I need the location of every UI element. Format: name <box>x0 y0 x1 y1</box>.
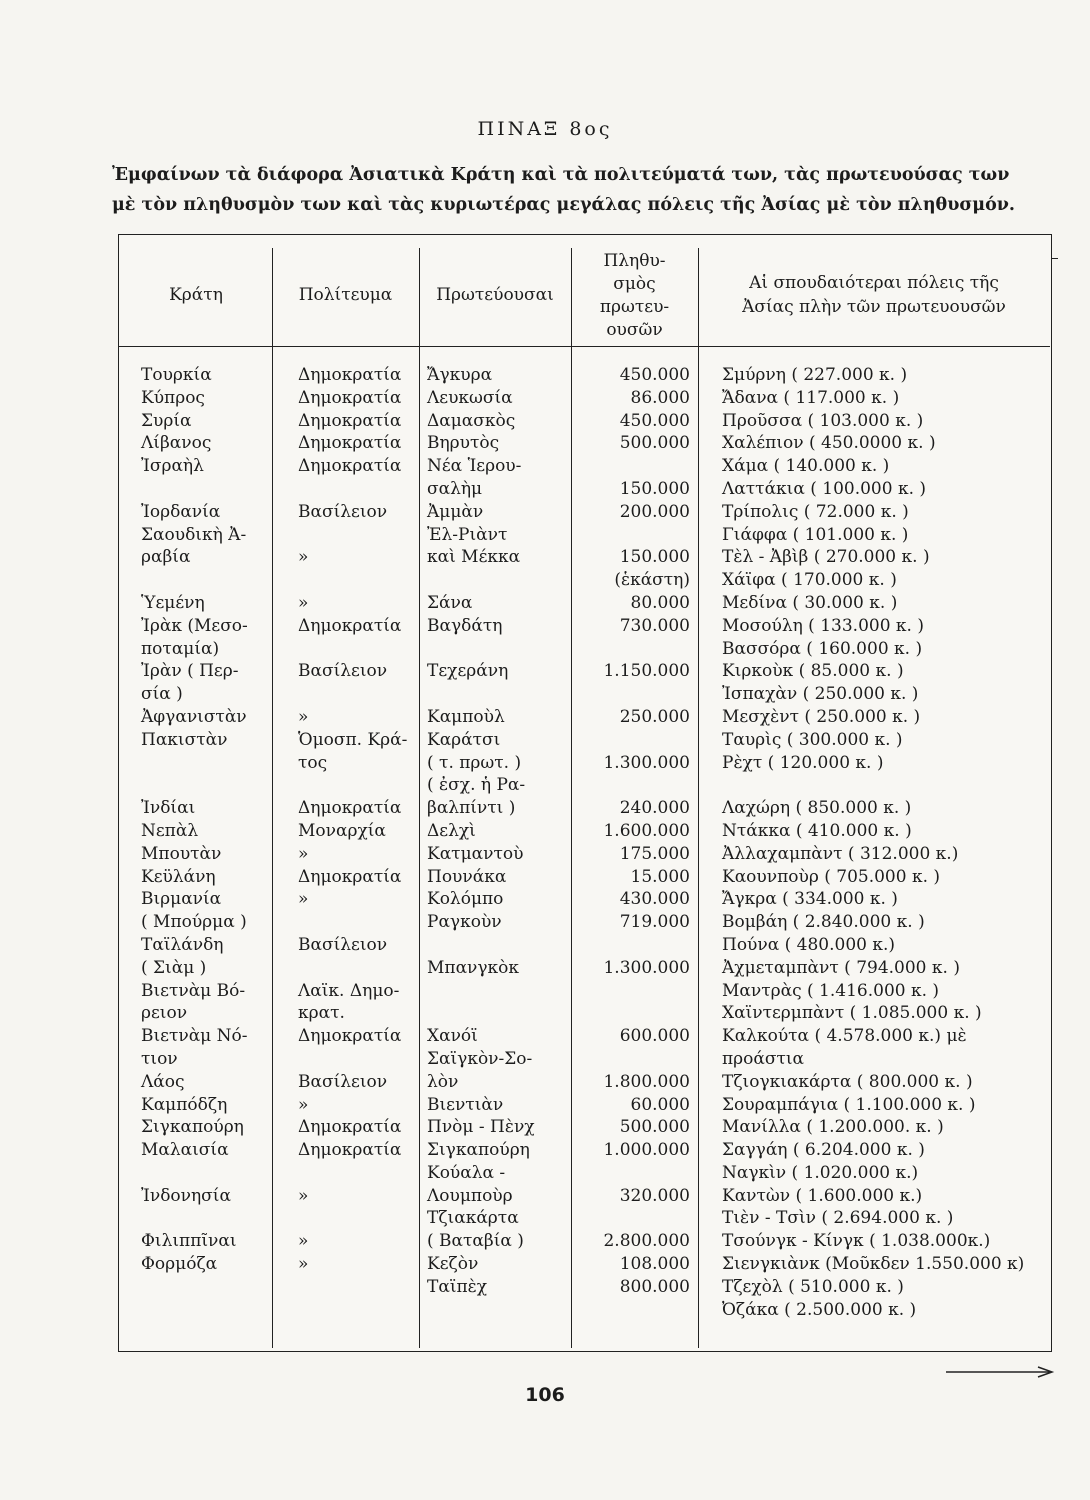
capital-cell: Βηρυτὸς <box>427 433 500 454</box>
regime-cell: Δημοκρατία <box>298 615 402 636</box>
table-caption <box>112 160 1062 220</box>
population-cell <box>578 1162 690 1185</box>
capital-cell: Τζιακάρτα <box>427 1208 519 1229</box>
population-cell: 450.000 <box>619 365 690 385</box>
regime-cell: Βασίλειον <box>298 1071 388 1092</box>
capital-cell: Κεζὸν <box>427 1254 479 1275</box>
regime-cell: » <box>298 1231 309 1252</box>
capital-cell: Κολόμπο <box>427 889 504 910</box>
city-cell: Προῦσσα ( 103.000 κ. ) <box>722 410 924 431</box>
city-cell: Σουραμπάγια ( 1.100.000 κ. ) <box>722 1094 976 1115</box>
header-capitals: Πρωτεύουσαι <box>436 285 554 305</box>
regime-cell: » <box>298 843 309 864</box>
regime-cell: κρατ. <box>298 1003 345 1024</box>
population-cell: 1.000.000 <box>603 1140 690 1161</box>
capital-cell: λὸν <box>427 1071 459 1092</box>
population-cell: 730.000 <box>619 615 690 636</box>
capital-cell: Ραγκοὺν <box>427 912 502 933</box>
population-cell: 450.000 <box>619 410 690 431</box>
regime-cell: » <box>298 1185 309 1206</box>
state-cell: τιον <box>141 1048 178 1069</box>
population-cell: 1.600.000 <box>603 820 690 841</box>
population-cell <box>578 1002 690 1025</box>
header-divider <box>118 346 1050 347</box>
city-cell: Σαγγάη ( 6.204.000 κ. ) <box>722 1140 925 1161</box>
city-cell <box>722 774 1024 797</box>
city-cell: Ντάκκα ( 410.000 κ. ) <box>722 820 912 841</box>
state-cell: ραβία <box>141 547 191 568</box>
page-number: 106 <box>525 1384 565 1406</box>
regime-cell <box>298 774 407 797</box>
city-cell: Ρὲχτ ( 120.000 κ. ) <box>722 752 884 773</box>
regime-cell: Δημοκρατία <box>298 866 402 887</box>
column-regime <box>298 364 407 1276</box>
caption-line-1: Ἐμφαίνων τὰ διάφορα Ἀσιατικὰ Κράτη καὶ τὰ πολιτεύματά των, τὰς πρωτευούσας των <box>112 165 1010 185</box>
population-cell: 86.000 <box>630 387 690 408</box>
capital-cell: σαλὴμ <box>427 478 483 499</box>
city-cell: Τὲλ - Ἀβὶβ ( 270.000 κ. ) <box>722 547 930 568</box>
city-cell: Τιὲν - Τσὶν ( 2.694.000 κ. ) <box>722 1208 954 1229</box>
city-cell: Καλκούτα ( 4.578.000 κ.) μὲ <box>722 1026 967 1047</box>
state-cell: Σαουδικὴ Ἀ- <box>141 524 247 545</box>
capital-cell: Καμποὺλ <box>427 706 505 727</box>
state-cell: σία ) <box>141 684 183 705</box>
capital-cell: Νέα Ἱερου- <box>427 456 522 477</box>
state-cell: Βιετνὰμ Βό- <box>141 980 246 1001</box>
state-cell: Συρία <box>141 410 192 431</box>
capital-cell: Κατμαντοὺ <box>427 843 524 864</box>
capital-cell <box>427 569 535 592</box>
state-cell: Νεπὰλ <box>141 820 199 841</box>
population-cell <box>578 980 690 1003</box>
regime-cell: Βασίλειον <box>298 501 388 522</box>
regime-cell: Δημοκρατία <box>298 387 402 408</box>
capital-cell <box>427 1002 535 1025</box>
capital-cell: καὶ Μέκκα <box>427 547 521 568</box>
population-cell <box>578 729 690 752</box>
population-cell: 1.300.000 <box>603 752 690 773</box>
city-cell: Χάϊφα ( 170.000 κ. ) <box>722 570 897 591</box>
column-divider-1 <box>272 248 273 1348</box>
table-frame-right <box>1051 258 1058 1349</box>
city-cell: Ναγκὶν ( 1.020.000 κ.) <box>722 1162 919 1183</box>
capital-cell: Σαϊγκὸν-Σο- <box>427 1048 533 1069</box>
column-population <box>578 364 690 1299</box>
capital-cell: Μπανγκὸκ <box>427 957 520 978</box>
regime-cell: Δημοκρατία <box>298 1026 402 1047</box>
continue-arrow-icon <box>946 1364 1056 1380</box>
state-cell: Κεϋλάνη <box>141 866 216 887</box>
state-cell: Βιετνὰμ Νό- <box>141 1026 248 1047</box>
state-cell: Φιλιππῖναι <box>141 1231 237 1252</box>
regime-cell <box>298 569 407 592</box>
state-cell: Ἰνδονησία <box>141 1185 231 1206</box>
city-cell: Χαλέπιον ( 450.0000 κ. ) <box>722 433 936 454</box>
population-cell: 200.000 <box>619 501 690 522</box>
state-cell: ( Σιὰμ ) <box>141 957 207 978</box>
population-cell: 60.000 <box>630 1094 690 1115</box>
state-cell: Καμπόδζη <box>141 1094 228 1115</box>
regime-cell <box>298 1048 407 1071</box>
city-cell: Λαχώρη ( 850.000 κ. ) <box>722 798 912 819</box>
regime-cell <box>298 1162 407 1185</box>
capital-cell: Λουμποὺρ <box>427 1185 513 1206</box>
population-cell <box>578 638 690 661</box>
capital-cell: Δαμασκὸς <box>427 410 516 431</box>
state-cell: Ἰσραὴλ <box>141 456 204 477</box>
capital-cell <box>427 980 535 1003</box>
city-cell: Ἄγκρα ( 334.000 κ. ) <box>722 889 898 910</box>
state-cell: Λίβανος <box>141 433 212 454</box>
city-cell: Λαττάκια ( 100.000 κ. ) <box>722 478 927 499</box>
population-cell: 600.000 <box>619 1026 690 1047</box>
state-cell: Σιγκαπούρη <box>141 1117 244 1138</box>
state-cell: ποταμία) <box>141 638 220 659</box>
regime-cell <box>298 911 407 934</box>
state-cell <box>141 1162 248 1185</box>
header-cities <box>698 271 1050 319</box>
regime-cell: Λαϊκ. Δημο- <box>298 980 400 1001</box>
city-cell: Μεδίνα ( 30.000 κ. ) <box>722 592 898 613</box>
population-cell: 150.000 <box>619 478 690 499</box>
capital-cell: Κούαλα - <box>427 1162 506 1183</box>
city-cell: Μανίλλα ( 1.200.000. κ. ) <box>722 1117 944 1138</box>
header-population-line: σμὸς <box>613 274 656 294</box>
population-cell <box>578 1048 690 1071</box>
state-cell: Πακιστὰν <box>141 729 228 750</box>
city-cell: Τρίπολις ( 72.000 κ. ) <box>722 501 909 522</box>
state-cell: Κύπρος <box>141 387 205 408</box>
capital-cell: Χανόϊ <box>427 1026 478 1047</box>
city-cell: Σμύρνη ( 227.000 κ. ) <box>722 365 908 385</box>
capital-cell: Πουνάκα <box>427 866 507 887</box>
capital-cell: Λευκωσία <box>427 387 513 408</box>
city-cell: Πούνα ( 480.000 κ.) <box>722 934 896 955</box>
city-cell: προάστια <box>722 1048 805 1069</box>
city-cell: Σιενγκιὰνκ (Μοῦκδεν 1.550.000 κ) <box>722 1254 1025 1275</box>
table-title: ΠΙΝΑΞ 8ος <box>477 118 613 140</box>
regime-cell: τος <box>298 752 328 773</box>
regime-cell: Δημοκρατία <box>298 798 402 819</box>
regime-cell: Δημοκρατία <box>298 1117 402 1138</box>
population-cell: 719.000 <box>619 912 690 933</box>
state-cell <box>141 752 248 775</box>
population-cell <box>578 455 690 478</box>
regime-cell: » <box>298 706 309 727</box>
header-population-line: πρωτευ- <box>599 297 670 317</box>
state-cell: ρειον <box>141 1003 188 1024</box>
population-cell: 500.000 <box>619 433 690 454</box>
regime-cell <box>298 683 407 706</box>
population-cell: 80.000 <box>630 592 690 613</box>
city-cell: Μαντρὰς ( 1.416.000 κ. ) <box>722 980 940 1001</box>
city-cell: Ἰσπαχὰν ( 250.000 κ. ) <box>722 684 919 705</box>
regime-cell: » <box>298 592 309 613</box>
capital-cell: Καράτσι <box>427 729 501 750</box>
capital-cell: Ἀμμὰν <box>427 501 484 522</box>
capital-cell <box>427 683 535 706</box>
column-capitals <box>427 364 535 1299</box>
capital-cell: Ἄγκυρα <box>427 365 493 385</box>
population-cell: 1.300.000 <box>603 957 690 978</box>
capital-cell: Ἐλ-Ριὰντ <box>427 524 508 545</box>
city-cell: Μεσχὲντ ( 250.000 κ. ) <box>722 706 921 727</box>
city-cell: Τσούνγκ - Κίνγκ ( 1.038.000κ.) <box>722 1231 991 1252</box>
regime-cell: Βασίλειον <box>298 934 388 955</box>
header-cities-line: Ἀσίας πλὴν τῶν πρωτευουσῶν <box>742 297 1006 317</box>
state-cell <box>141 569 248 592</box>
column-divider-2 <box>419 248 420 1348</box>
population-cell: 150.000 <box>619 547 690 568</box>
population-cell: 108.000 <box>619 1254 690 1275</box>
city-cell: Καουνποὺρ ( 705.000 κ. ) <box>722 866 941 887</box>
regime-cell: » <box>298 1254 309 1275</box>
regime-cell <box>298 1207 407 1230</box>
capital-cell: Τεχεράνη <box>427 661 509 682</box>
column-divider-3 <box>571 248 572 1348</box>
city-cell: Βομβάη ( 2.840.000 κ. ) <box>722 912 925 933</box>
city-cell: Χαϊντερμπὰντ ( 1.085.000 κ. ) <box>722 1003 982 1024</box>
population-cell: 240.000 <box>619 798 690 819</box>
column-divider-4 <box>698 248 699 1348</box>
state-cell: Βιρμανία <box>141 889 222 910</box>
city-cell: Κιρκοὺκ ( 85.000 κ. ) <box>722 661 904 682</box>
capital-cell: ( Βαταβία ) <box>427 1231 524 1252</box>
population-cell: 1.800.000 <box>603 1071 690 1092</box>
population-cell <box>578 1207 690 1230</box>
capital-cell: Βαγδάτη <box>427 615 503 636</box>
regime-cell <box>298 478 407 501</box>
state-cell: Ἀφγανιστὰν <box>141 706 247 727</box>
capital-cell: Σάνα <box>427 592 473 613</box>
regime-cell: » <box>298 547 309 568</box>
city-cell: Ἀλλαχαμπὰντ ( 312.000 κ.) <box>722 843 959 864</box>
city-cell: Ἄδανα ( 117.000 κ. ) <box>722 387 900 408</box>
population-cell: 430.000 <box>619 889 690 910</box>
state-cell: Ἰορδανία <box>141 501 221 522</box>
header-regime: Πολίτευμα <box>298 285 393 305</box>
regime-cell: » <box>298 889 309 910</box>
population-cell <box>578 524 690 547</box>
population-cell: 250.000 <box>619 706 690 727</box>
header-population-line: Πληθυ- <box>603 251 666 271</box>
population-cell: 2.800.000 <box>603 1231 690 1252</box>
city-cell: Χάμα ( 140.000 κ. ) <box>722 456 890 477</box>
city-cell: Καντὼν ( 1.600.000 κ.) <box>722 1185 923 1206</box>
regime-cell: Ὁμοσπ. Κρά- <box>298 729 408 750</box>
regime-cell: Δημοκρατία <box>298 1140 402 1161</box>
regime-cell: Μοναρχία <box>298 820 386 841</box>
capital-cell: Δελχὶ <box>427 820 476 841</box>
capital-cell <box>427 934 535 957</box>
state-cell: Ὑεμένη <box>141 592 205 613</box>
header-population-line: ουσῶν <box>606 320 663 340</box>
state-cell <box>141 478 248 501</box>
capital-cell: Βιεντιὰν <box>427 1094 504 1115</box>
population-cell: 15.000 <box>630 866 690 887</box>
population-cell: 320.000 <box>619 1185 690 1206</box>
caption-line-2: μὲ τὸν πληθυσμὸν των καὶ τὰς κυριωτέρας μεγάλας πόλεις τῆς Ἀσίας μὲ τὸν πληθυσμόν. <box>112 195 1015 215</box>
population-cell: 175.000 <box>619 843 690 864</box>
city-cell: Τζεχὸλ ( 510.000 κ. ) <box>722 1276 904 1297</box>
state-cell: Ταϊλάνδη <box>141 934 224 955</box>
regime-cell <box>298 638 407 661</box>
column-cities <box>722 364 1024 1321</box>
state-cell: Τουρκία <box>141 365 212 385</box>
population-cell <box>578 934 690 957</box>
capital-cell: ( ἐσχ. ἡ Ρα- <box>427 775 526 796</box>
regime-cell: Δημοκρατία <box>298 365 402 385</box>
regime-cell <box>298 524 407 547</box>
state-cell: Φορμόζα <box>141 1254 218 1275</box>
state-cell: ( Μπούρμα ) <box>141 912 247 933</box>
regime-cell <box>298 957 407 980</box>
state-cell: Μαλαισία <box>141 1140 229 1161</box>
state-cell: Ἰρὰν ( Περ- <box>141 661 239 682</box>
population-cell: 1.150.000 <box>603 661 690 682</box>
state-cell: Ἰρὰκ (Μεσο- <box>141 615 248 636</box>
header-states: Κράτη <box>169 285 223 305</box>
capital-cell: Πνὸμ - Πὲνχ <box>427 1117 535 1138</box>
city-cell: Μοσούλη ( 133.000 κ. ) <box>722 615 924 636</box>
city-cell: Βασσόρα ( 160.000 κ. ) <box>722 638 923 659</box>
capital-cell: Σιγκαπούρη <box>427 1140 530 1161</box>
header-cities-line: Αἱ σπουδαιότεραι πόλεις τῆς <box>749 273 999 293</box>
city-cell: Ὀζάκα ( 2.500.000 κ. ) <box>722 1299 917 1320</box>
column-states <box>141 364 248 1276</box>
capital-cell: ( τ. πρωτ. ) <box>427 752 522 773</box>
capital-cell <box>427 638 535 661</box>
population-cell <box>578 683 690 706</box>
state-cell <box>141 1207 248 1230</box>
state-cell: Λάος <box>141 1071 185 1092</box>
regime-cell: Δημοκρατία <box>298 456 402 477</box>
population-cell: 800.000 <box>619 1276 690 1297</box>
regime-cell: Δημοκρατία <box>298 433 402 454</box>
state-cell <box>141 774 248 797</box>
city-cell: Ταυρὶς ( 300.000 κ. ) <box>722 729 903 750</box>
city-cell: Ἀχμεταμπὰντ ( 794.000 κ. ) <box>722 957 960 978</box>
state-cell: Μπουτὰν <box>141 843 222 864</box>
regime-cell: » <box>298 1094 309 1115</box>
city-cell: Γιάφφα ( 101.000 κ. ) <box>722 524 909 545</box>
population-cell: (ἑκάστη) <box>614 570 690 591</box>
city-cell: Τζιογκιακάρτα ( 800.000 κ. ) <box>722 1071 973 1092</box>
header-population <box>571 250 698 342</box>
state-cell: Ἰνδίαι <box>141 798 196 819</box>
regime-cell: Βασίλειον <box>298 661 388 682</box>
regime-cell: Δημοκρατία <box>298 410 402 431</box>
capital-cell: Ταϊπὲχ <box>427 1276 488 1297</box>
capital-cell: βαλπίντι ) <box>427 798 516 819</box>
population-cell: 500.000 <box>619 1117 690 1138</box>
population-cell <box>578 774 690 797</box>
